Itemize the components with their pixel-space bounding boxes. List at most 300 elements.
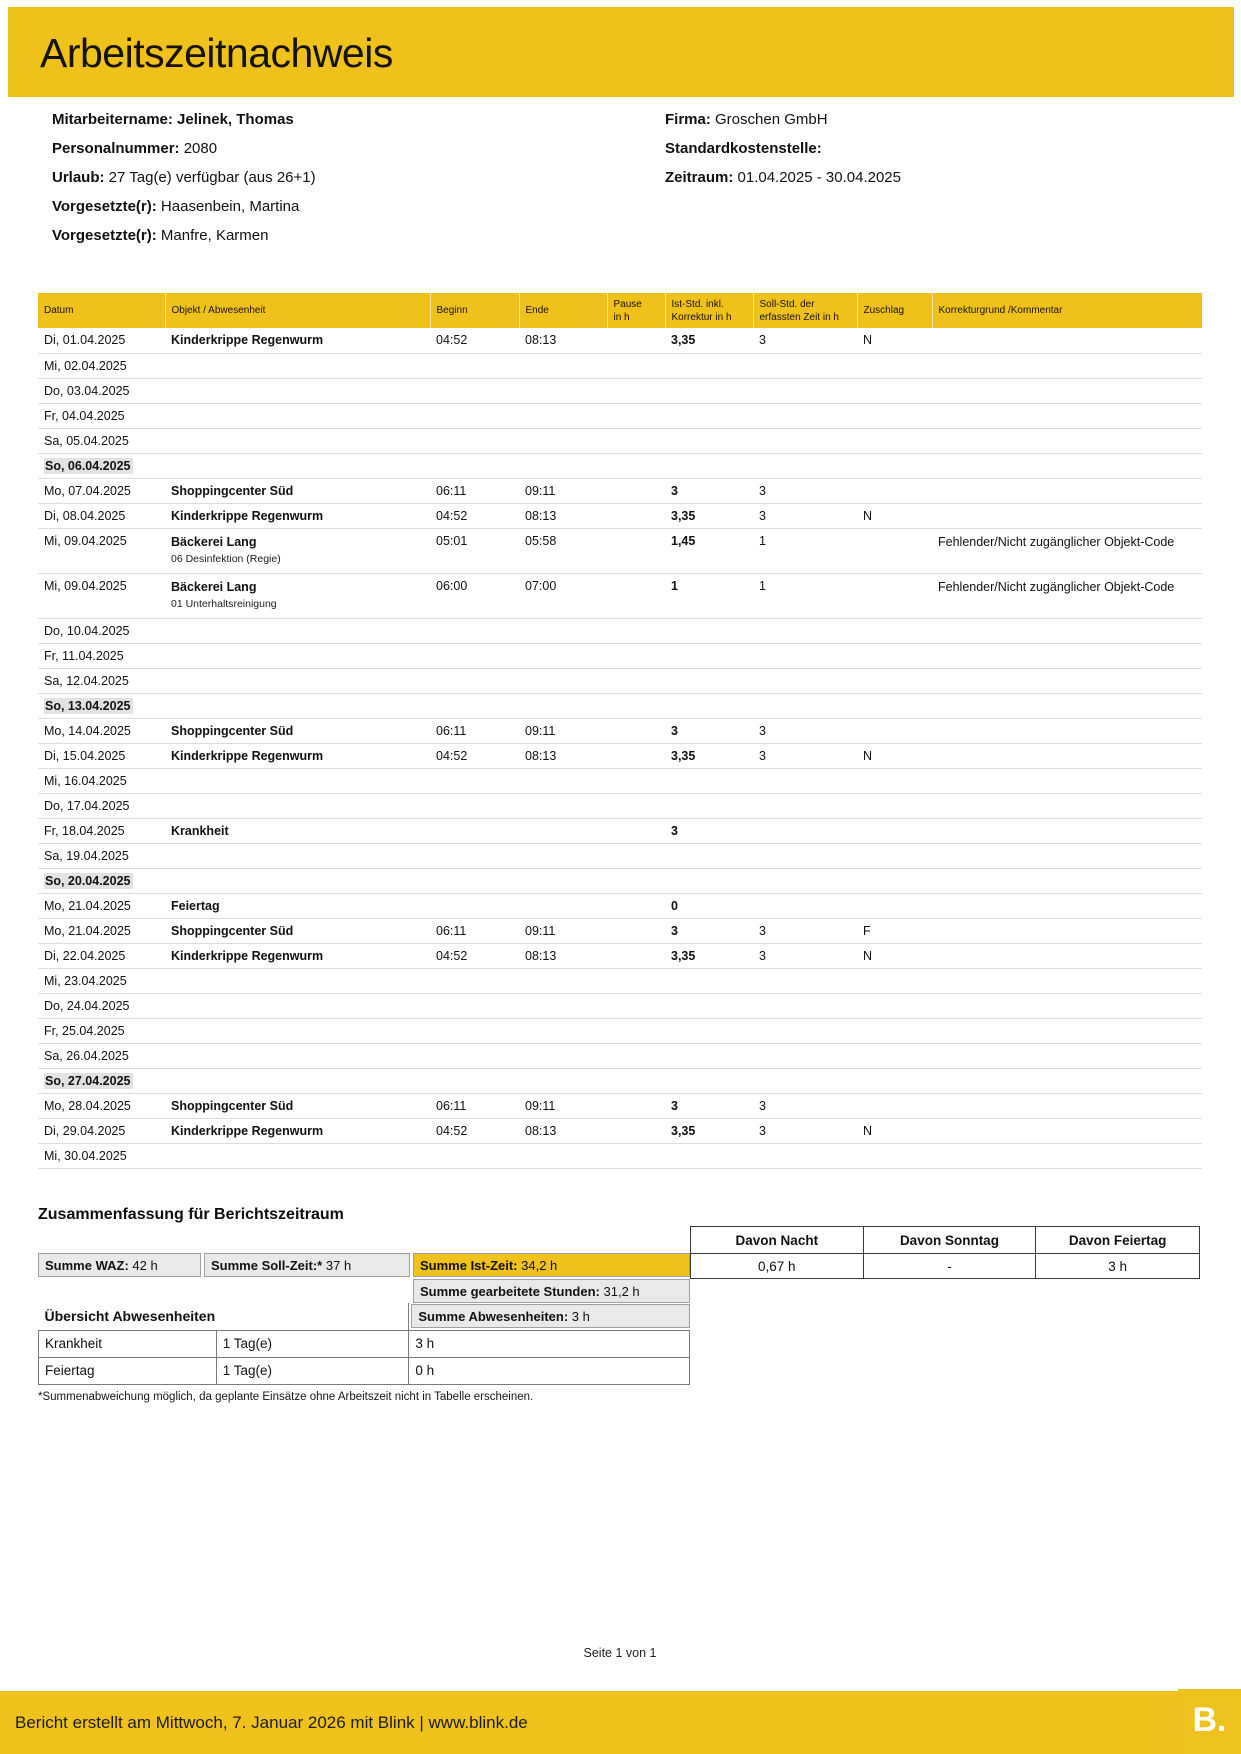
table-row <box>38 868 1202 893</box>
summe-ist-zeit-cell: Summe Ist-Zeit: 34,2 h <box>413 1253 690 1277</box>
table-row <box>38 1143 1202 1168</box>
cell-date <box>38 968 165 993</box>
table-row <box>38 818 1202 843</box>
cell-pause <box>607 1118 665 1143</box>
date-label: Do, 24.04.2025 <box>44 998 130 1013</box>
cell-date <box>38 1043 165 1068</box>
cell-comment <box>932 618 1202 643</box>
cell-end: 09:11 <box>519 1093 607 1118</box>
cell-object <box>165 743 430 768</box>
cell-pause <box>607 1143 665 1168</box>
cell-ist <box>665 843 753 868</box>
info-zeitraum: Zeitraum: 01.04.2025 - 30.04.2025 <box>665 169 901 186</box>
cell-date <box>38 643 165 668</box>
cell-ist: 3,35 <box>665 743 753 768</box>
cell-date <box>38 403 165 428</box>
date-label: Do, 17.04.2025 <box>44 798 130 813</box>
page-title: Arbeitszeitnachweis <box>40 30 393 76</box>
cell-ist <box>665 993 753 1018</box>
cell-comment: Fehlender/Nicht zugänglicher Objekt-Code <box>932 573 1202 618</box>
cell-begin <box>430 1143 519 1168</box>
cell-end <box>519 893 607 918</box>
cell-comment <box>932 793 1202 818</box>
cell-zuschlag <box>857 1043 932 1068</box>
absence-days: 1 Tag(e) <box>216 1357 409 1384</box>
timesheet-body <box>38 328 1202 1168</box>
cell-comment <box>932 693 1202 718</box>
cell-date <box>38 478 165 503</box>
cell-zuschlag <box>857 618 932 643</box>
cell-end <box>519 968 607 993</box>
cell-zuschlag: N <box>857 503 932 528</box>
cell-pause <box>607 1018 665 1043</box>
date-label: Mo, 28.04.2025 <box>44 1098 131 1113</box>
cell-soll <box>753 453 857 478</box>
cell-comment <box>932 993 1202 1018</box>
blink-logo-text: B. <box>1192 1701 1227 1739</box>
table-row <box>38 618 1202 643</box>
cell-pause <box>607 353 665 378</box>
cell-zuschlag <box>857 718 932 743</box>
cell-ist: 3 <box>665 818 753 843</box>
info-vorgesetzte-1: Vorgesetzte(r): Haasenbein, Martina <box>52 198 300 215</box>
info-personalnummer: Personalnummer: 2080 <box>52 140 218 157</box>
cell-zuschlag <box>857 378 932 403</box>
cell-end: 05:58 <box>519 528 607 573</box>
cell-begin <box>430 768 519 793</box>
summary-footnote: *Summenabweichung möglich, da geplante Einsätze ohne Arbeitszeit nicht in Tabelle erscheinen. <box>38 1391 534 1403</box>
cell-soll <box>753 843 857 868</box>
cell-comment: Fehlender/Nicht zugänglicher Objekt-Code <box>932 528 1202 573</box>
cell-soll <box>753 1018 857 1043</box>
cell-comment <box>932 1043 1202 1068</box>
table-row <box>38 793 1202 818</box>
table-row <box>38 478 1202 503</box>
footer-bar <box>0 1691 1241 1754</box>
cell-begin: 06:00 <box>430 573 519 618</box>
cell-date <box>38 718 165 743</box>
cell-zuschlag <box>857 1093 932 1118</box>
cell-object <box>165 768 430 793</box>
info-vorgesetzte-2: Vorgesetzte(r): Manfre, Karmen <box>52 227 269 244</box>
cell-zuschlag <box>857 1143 932 1168</box>
cell-comment <box>932 503 1202 528</box>
cell-comment <box>932 453 1202 478</box>
cell-object <box>165 718 430 743</box>
cell-ist: 3 <box>665 478 753 503</box>
date-label: Sa, 26.04.2025 <box>44 1048 129 1063</box>
table-row <box>38 1093 1202 1118</box>
cell-zuschlag <box>857 843 932 868</box>
cell-ist <box>665 768 753 793</box>
cell-date <box>38 668 165 693</box>
blink-logo <box>1178 1689 1241 1754</box>
object-label: Kinderkrippe Regenwurm <box>171 508 324 523</box>
cell-pause <box>607 893 665 918</box>
date-label: Do, 10.04.2025 <box>44 623 130 638</box>
cell-date <box>38 428 165 453</box>
cell-pause <box>607 668 665 693</box>
col-header-pause: Pause in h <box>607 293 665 328</box>
cell-pause <box>607 1093 665 1118</box>
table-row <box>38 328 1202 353</box>
cell-begin: 04:52 <box>430 503 519 528</box>
absence-name: Feiertag <box>39 1357 217 1384</box>
table-row <box>38 943 1202 968</box>
cell-begin <box>430 668 519 693</box>
cell-soll: 3 <box>753 943 857 968</box>
cell-soll <box>753 1143 857 1168</box>
cell-soll <box>753 668 857 693</box>
cell-comment <box>932 378 1202 403</box>
cell-ist: 3,35 <box>665 503 753 528</box>
cell-pause <box>607 1068 665 1093</box>
object-label: Shoppingcenter Süd <box>171 1098 294 1113</box>
cell-pause <box>607 968 665 993</box>
table-row <box>38 503 1202 528</box>
cell-begin <box>430 868 519 893</box>
cell-object <box>165 843 430 868</box>
date-label: Fr, 25.04.2025 <box>44 1023 125 1038</box>
cell-end <box>519 868 607 893</box>
cell-date <box>38 843 165 868</box>
object-label: Shoppingcenter Süd <box>171 923 294 938</box>
cell-pause <box>607 328 665 353</box>
cell-comment <box>932 643 1202 668</box>
date-label: Di, 08.04.2025 <box>44 508 126 523</box>
cell-comment <box>932 918 1202 943</box>
cell-begin <box>430 643 519 668</box>
cell-soll: 3 <box>753 478 857 503</box>
cell-zuschlag <box>857 893 932 918</box>
object-label: Kinderkrippe Regenwurm <box>171 948 324 963</box>
cell-comment <box>932 1093 1202 1118</box>
cell-end <box>519 453 607 478</box>
cell-end <box>519 378 607 403</box>
cell-object <box>165 1018 430 1043</box>
cell-ist <box>665 1143 753 1168</box>
cell-pause <box>607 918 665 943</box>
cell-begin: 06:11 <box>430 718 519 743</box>
cell-begin <box>430 618 519 643</box>
cell-object <box>165 353 430 378</box>
cell-comment <box>932 893 1202 918</box>
cell-object <box>165 693 430 718</box>
table-row <box>38 918 1202 943</box>
cell-pause <box>607 843 665 868</box>
cell-soll <box>753 868 857 893</box>
cell-begin: 05:01 <box>430 528 519 573</box>
cell-date <box>38 378 165 403</box>
cell-zuschlag <box>857 573 932 618</box>
table-row <box>38 453 1202 478</box>
cell-date <box>38 918 165 943</box>
cell-object <box>165 943 430 968</box>
info-urlaub: Urlaub: 27 Tag(e) verfügbar (aus 26+1) <box>52 169 316 186</box>
cell-pause <box>607 993 665 1018</box>
absences-table <box>38 1303 690 1385</box>
cell-begin <box>430 818 519 843</box>
col-header-datum: Datum <box>38 293 165 328</box>
davon-feiertag-value: 3 h <box>1036 1254 1200 1279</box>
cell-comment <box>932 768 1202 793</box>
summary-heading: Zusammenfassung für Berichtszeitraum <box>38 1206 344 1223</box>
page-number: Seite 1 von 1 <box>583 1646 657 1660</box>
cell-zuschlag: N <box>857 943 932 968</box>
cell-date <box>38 503 165 528</box>
cell-end: 08:13 <box>519 943 607 968</box>
cell-zuschlag <box>857 993 932 1018</box>
cell-pause <box>607 618 665 643</box>
date-label: Mi, 02.04.2025 <box>44 358 127 373</box>
cell-pause <box>607 718 665 743</box>
absence-name: Krankheit <box>39 1330 217 1357</box>
cell-ist <box>665 428 753 453</box>
cell-date <box>38 1068 165 1093</box>
object-sub-label: 01 Unterhaltsreinigung <box>171 597 277 610</box>
cell-begin: 04:52 <box>430 328 519 353</box>
summary-section <box>38 1206 1202 1416</box>
cell-zuschlag <box>857 1018 932 1043</box>
cell-date <box>38 693 165 718</box>
summe-gearbeitete-stunden-cell: Summe gearbeitete Stunden: 31,2 h <box>413 1279 690 1303</box>
cell-comment <box>932 1068 1202 1093</box>
table-row <box>38 993 1202 1018</box>
cell-object <box>165 478 430 503</box>
date-label: Mo, 21.04.2025 <box>44 923 131 938</box>
cell-pause <box>607 793 665 818</box>
date-label: Mi, 30.04.2025 <box>44 1148 127 1163</box>
cell-soll: 3 <box>753 1093 857 1118</box>
cell-end: 08:13 <box>519 743 607 768</box>
cell-object <box>165 453 430 478</box>
cell-pause <box>607 573 665 618</box>
cell-end <box>519 403 607 428</box>
cell-zuschlag <box>857 453 932 478</box>
cell-end <box>519 843 607 868</box>
summe-abwesenheiten-cell: Summe Abwesenheiten: 3 h <box>411 1304 689 1328</box>
cell-soll: 3 <box>753 328 857 353</box>
davon-sonntag-value: - <box>863 1254 1036 1279</box>
table-row <box>38 1068 1202 1093</box>
date-label: Do, 03.04.2025 <box>44 383 130 398</box>
table-row <box>38 693 1202 718</box>
timesheet-table <box>38 293 1202 1169</box>
cell-comment <box>932 478 1202 503</box>
date-label: So, 13.04.2025 <box>44 698 133 714</box>
cell-zuschlag <box>857 403 932 428</box>
cell-object <box>165 668 430 693</box>
date-label: Mi, 09.04.2025 <box>44 533 127 548</box>
cell-ist: 3 <box>665 1093 753 1118</box>
cell-begin <box>430 1043 519 1068</box>
object-label: Bäckerei Lang <box>171 579 257 594</box>
cell-begin <box>430 693 519 718</box>
cell-soll <box>753 793 857 818</box>
cell-begin <box>430 1068 519 1093</box>
cell-pause <box>607 943 665 968</box>
cell-begin <box>430 428 519 453</box>
cell-begin: 06:11 <box>430 478 519 503</box>
cell-comment <box>932 818 1202 843</box>
table-row <box>38 718 1202 743</box>
cell-ist <box>665 1068 753 1093</box>
object-label: Krankheit <box>171 823 229 838</box>
cell-date <box>38 743 165 768</box>
cell-ist: 3,35 <box>665 943 753 968</box>
cell-soll <box>753 403 857 428</box>
cell-end: 09:11 <box>519 918 607 943</box>
cell-begin <box>430 403 519 428</box>
cell-pause <box>607 428 665 453</box>
cell-date <box>38 868 165 893</box>
cell-date <box>38 1093 165 1118</box>
absence-hours: 3 h <box>409 1330 690 1357</box>
cell-object <box>165 793 430 818</box>
col-header-zuschlag: Zuschlag <box>857 293 932 328</box>
cell-comment <box>932 943 1202 968</box>
table-row <box>38 403 1202 428</box>
cell-begin: 06:11 <box>430 918 519 943</box>
summe-waz-cell: Summe WAZ: 42 h <box>38 1253 201 1277</box>
cell-pause <box>607 818 665 843</box>
object-label: Shoppingcenter Süd <box>171 483 294 498</box>
cell-ist: 0 <box>665 893 753 918</box>
cell-soll: 3 <box>753 918 857 943</box>
table-row <box>38 1018 1202 1043</box>
cell-end <box>519 353 607 378</box>
absence-hours: 0 h <box>409 1357 690 1384</box>
cell-end <box>519 793 607 818</box>
cell-zuschlag <box>857 478 932 503</box>
table-row <box>38 528 1202 573</box>
cell-object <box>165 918 430 943</box>
cell-date <box>38 1118 165 1143</box>
date-label: Sa, 12.04.2025 <box>44 673 129 688</box>
cell-comment <box>932 868 1202 893</box>
cell-soll: 3 <box>753 503 857 528</box>
date-label: Mo, 07.04.2025 <box>44 483 131 498</box>
table-row <box>38 1118 1202 1143</box>
cell-comment <box>932 328 1202 353</box>
cell-zuschlag <box>857 528 932 573</box>
cell-zuschlag <box>857 793 932 818</box>
cell-date <box>38 893 165 918</box>
info-mitarbeitername: Mitarbeitername: Jelinek, Thomas <box>52 111 294 128</box>
cell-object <box>165 618 430 643</box>
cell-end: 08:13 <box>519 1118 607 1143</box>
cell-ist: 3 <box>665 918 753 943</box>
object-label: Feiertag <box>171 898 220 913</box>
cell-comment <box>932 428 1202 453</box>
cell-begin: 04:52 <box>430 743 519 768</box>
cell-zuschlag <box>857 668 932 693</box>
cell-date <box>38 1018 165 1043</box>
cell-zuschlag: N <box>857 328 932 353</box>
davon-table <box>690 1226 1200 1279</box>
cell-date <box>38 768 165 793</box>
cell-pause <box>607 643 665 668</box>
cell-ist <box>665 643 753 668</box>
cell-end: 08:13 <box>519 503 607 528</box>
cell-ist <box>665 793 753 818</box>
cell-pause <box>607 768 665 793</box>
cell-object <box>165 643 430 668</box>
object-label: Kinderkrippe Regenwurm <box>171 1123 324 1138</box>
cell-date <box>38 353 165 378</box>
cell-comment <box>932 843 1202 868</box>
cell-ist <box>665 403 753 428</box>
cell-comment <box>932 1018 1202 1043</box>
header-banner <box>8 7 1234 97</box>
davon-sonntag-header: Davon Sonntag <box>863 1227 1036 1254</box>
cell-ist <box>665 968 753 993</box>
cell-ist: 3,35 <box>665 328 753 353</box>
cell-object <box>165 868 430 893</box>
object-sub-label: 06 Desinfektion (Regie) <box>171 552 281 565</box>
cell-ist <box>665 618 753 643</box>
cell-begin <box>430 378 519 403</box>
cell-end: 08:13 <box>519 328 607 353</box>
cell-end <box>519 643 607 668</box>
table-row <box>38 668 1202 693</box>
cell-pause <box>607 743 665 768</box>
cell-soll: 3 <box>753 743 857 768</box>
col-header-beginn: Beginn <box>430 293 519 328</box>
date-label: Di, 01.04.2025 <box>44 333 126 348</box>
info-firma: Firma: Groschen GmbH <box>665 111 828 128</box>
date-label: Mi, 09.04.2025 <box>44 578 127 593</box>
cell-comment <box>932 353 1202 378</box>
cell-ist <box>665 1043 753 1068</box>
cell-end: 09:11 <box>519 478 607 503</box>
cell-zuschlag <box>857 643 932 668</box>
cell-zuschlag <box>857 693 932 718</box>
cell-date <box>38 453 165 478</box>
object-label: Kinderkrippe Regenwurm <box>171 748 324 763</box>
cell-zuschlag <box>857 968 932 993</box>
col-header-objekt: Objekt / Abwesenheit <box>165 293 430 328</box>
cell-object <box>165 528 430 573</box>
cell-pause <box>607 403 665 428</box>
col-header-kommentar: Korrekturgrund /Kommentar <box>932 293 1202 328</box>
cell-pause <box>607 693 665 718</box>
cell-soll <box>753 768 857 793</box>
cell-soll <box>753 1043 857 1068</box>
absence-days: 1 Tag(e) <box>216 1330 409 1357</box>
cell-comment <box>932 1143 1202 1168</box>
cell-end <box>519 1018 607 1043</box>
date-label: Di, 29.04.2025 <box>44 1123 126 1138</box>
cell-soll: 1 <box>753 528 857 573</box>
object-label: Bäckerei Lang <box>171 534 257 549</box>
cell-begin: 04:52 <box>430 1118 519 1143</box>
cell-end <box>519 428 607 453</box>
cell-zuschlag <box>857 768 932 793</box>
cell-begin <box>430 843 519 868</box>
cell-begin <box>430 993 519 1018</box>
cell-ist <box>665 1018 753 1043</box>
cell-end <box>519 993 607 1018</box>
cell-zuschlag <box>857 353 932 378</box>
cell-comment <box>932 668 1202 693</box>
cell-begin: 06:11 <box>430 1093 519 1118</box>
cell-pause <box>607 528 665 573</box>
cell-pause <box>607 503 665 528</box>
cell-ist <box>665 693 753 718</box>
cell-begin: 04:52 <box>430 943 519 968</box>
cell-date <box>38 818 165 843</box>
